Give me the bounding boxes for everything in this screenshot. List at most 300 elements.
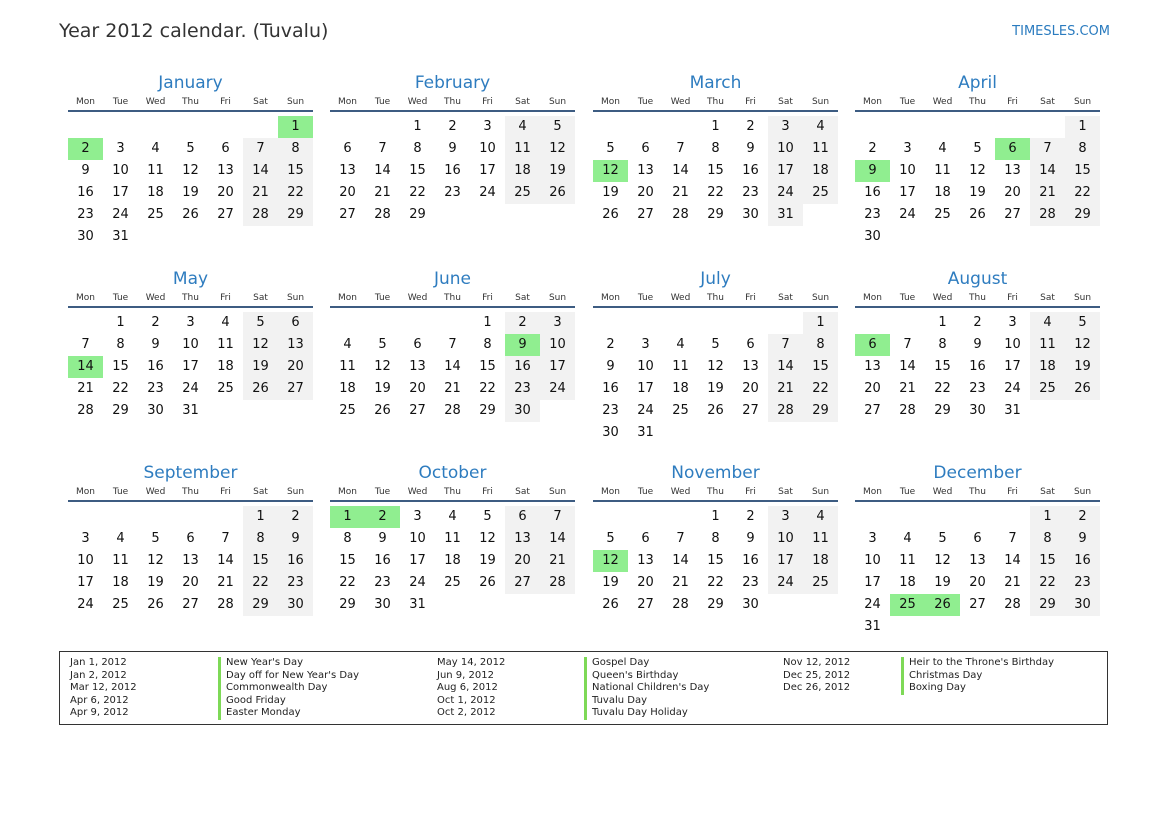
- weekday-label: Wed: [932, 487, 953, 497]
- day-cell: 18: [505, 160, 540, 182]
- legend-holiday-name: Queen's Birthday: [584, 670, 709, 683]
- holiday-day-cell: 2: [68, 138, 103, 160]
- day-cell: 18: [217, 359, 234, 374]
- day-cell: 27: [637, 207, 654, 222]
- weekday-label: Mon: [76, 293, 95, 303]
- weekday-label: Thu: [182, 293, 199, 303]
- day-cell: 19: [934, 575, 951, 590]
- day-cell: 28: [540, 572, 575, 594]
- day-cell: 30: [147, 403, 164, 418]
- month-march: [593, 72, 838, 226]
- day-cell: 18: [899, 575, 916, 590]
- weekday-label: Fri: [745, 97, 756, 107]
- day-cell: 7: [243, 138, 278, 160]
- weekday-label: Sun: [1073, 97, 1092, 107]
- weekday-label: Fri: [482, 97, 493, 107]
- day-cell: 14: [540, 528, 575, 550]
- day-cell: 27: [864, 403, 881, 418]
- weekday-label: Fri: [1007, 293, 1018, 303]
- day-cell: 29: [278, 204, 313, 226]
- legend-date: Oct 1, 2012: [437, 694, 496, 706]
- legend-holiday-name: Christmas Day: [901, 670, 1054, 683]
- day-cell: 23: [505, 378, 540, 400]
- day-cell: 17: [768, 160, 803, 182]
- empty-cell: [855, 116, 890, 138]
- day-cell: 26: [243, 378, 278, 400]
- weekday-label: Sun: [811, 97, 830, 107]
- legend-holiday-name: Easter Monday: [218, 707, 359, 720]
- empty-cell: [663, 116, 698, 138]
- day-cell: 24: [77, 597, 94, 612]
- weekday-label: Sat: [778, 487, 793, 497]
- day-cell: 22: [803, 378, 838, 400]
- day-cell: 30: [742, 597, 759, 612]
- month-name: July: [700, 269, 731, 289]
- day-cell: 3: [186, 315, 195, 330]
- day-cell: 25: [803, 182, 838, 204]
- day-cell: 2: [278, 506, 313, 528]
- month-name: August: [947, 269, 1008, 289]
- day-cell: 24: [1004, 381, 1021, 396]
- day-cell: 8: [1065, 138, 1100, 160]
- empty-cell: [890, 116, 925, 138]
- legend-dates-column: [437, 657, 505, 720]
- day-cell: 25: [112, 597, 129, 612]
- weekday-label: Sat: [515, 293, 530, 303]
- day-cell: 12: [374, 359, 391, 374]
- day-cell: 30: [1065, 594, 1100, 616]
- day-cell: 6: [413, 337, 422, 352]
- day-cell: 21: [672, 575, 689, 590]
- day-cell: 24: [899, 207, 916, 222]
- day-cell: 14: [217, 553, 234, 568]
- weekday-label: Sat: [253, 293, 268, 303]
- day-cell: 22: [707, 575, 724, 590]
- day-cell: 25: [339, 403, 356, 418]
- empty-cell: [138, 116, 173, 138]
- day-cell: 23: [742, 575, 759, 590]
- weekday-label: Mon: [601, 487, 620, 497]
- day-grid: [593, 506, 838, 616]
- weekday-label: Sat: [778, 97, 793, 107]
- day-cell: 13: [182, 553, 199, 568]
- weekday-label: Sun: [1073, 293, 1092, 303]
- day-cell: 11: [339, 359, 356, 374]
- day-cell: 27: [182, 597, 199, 612]
- empty-cell: [330, 312, 365, 334]
- day-cell: 14: [1030, 160, 1065, 182]
- weekday-label: Tue: [899, 293, 916, 303]
- day-cell: 2: [448, 119, 457, 134]
- day-cell: 9: [278, 528, 313, 550]
- empty-cell: [103, 116, 138, 138]
- day-cell: 26: [969, 207, 986, 222]
- weekday-header: [855, 94, 1100, 112]
- empty-cell: [208, 506, 243, 528]
- weekday-label: Fri: [482, 487, 493, 497]
- weekday-label: Sat: [253, 487, 268, 497]
- day-cell: 1: [803, 312, 838, 334]
- day-cell: 15: [479, 359, 496, 374]
- day-cell: 20: [637, 575, 654, 590]
- day-cell: 10: [864, 553, 881, 568]
- day-cell: 7: [221, 531, 230, 546]
- month-name: May: [172, 269, 209, 289]
- day-cell: 21: [77, 381, 94, 396]
- weekday-label: Thu: [444, 97, 461, 107]
- day-cell: 30: [77, 229, 94, 244]
- day-cell: 10: [768, 138, 803, 160]
- day-cell: 25: [217, 381, 234, 396]
- weekday-label: Sun: [548, 97, 567, 107]
- day-cell: 10: [409, 531, 426, 546]
- day-cell: 3: [768, 506, 803, 528]
- day-cell: 14: [899, 359, 916, 374]
- empty-cell: [435, 312, 470, 334]
- day-cell: 3: [413, 509, 422, 524]
- day-cell: 11: [217, 337, 234, 352]
- empty-cell: [628, 506, 663, 528]
- weekday-label: Fri: [220, 293, 231, 303]
- day-cell: 19: [479, 553, 496, 568]
- day-cell: 23: [278, 572, 313, 594]
- weekday-label: Tue: [112, 97, 129, 107]
- day-cell: 13: [637, 553, 654, 568]
- day-cell: 13: [339, 163, 356, 178]
- day-cell: 10: [637, 359, 654, 374]
- day-cell: 8: [711, 531, 720, 546]
- day-cell: 20: [278, 356, 313, 378]
- day-cell: 10: [112, 163, 129, 178]
- month-november: [593, 462, 838, 616]
- day-cell: 2: [973, 315, 982, 330]
- day-cell: 3: [81, 531, 90, 546]
- empty-cell: [890, 506, 925, 528]
- month-name: October: [418, 463, 487, 483]
- holiday-day-cell: 14: [68, 356, 103, 378]
- day-cell: 23: [444, 185, 461, 200]
- weekday-label: Tue: [899, 97, 916, 107]
- day-cell: 4: [505, 116, 540, 138]
- empty-cell: [698, 312, 733, 334]
- day-cell: 27: [339, 207, 356, 222]
- weekday-label: Fri: [745, 487, 756, 497]
- day-cell: 29: [112, 403, 129, 418]
- day-cell: 22: [1030, 572, 1065, 594]
- day-cell: 6: [343, 141, 352, 156]
- day-cell: 13: [864, 359, 881, 374]
- holiday-day-cell: 6: [995, 138, 1030, 160]
- day-cell: 27: [969, 597, 986, 612]
- day-cell: 5: [606, 141, 615, 156]
- day-cell: 19: [374, 381, 391, 396]
- weekday-label: Wed: [145, 97, 166, 107]
- day-cell: 5: [540, 116, 575, 138]
- weekday-label: Thu: [969, 293, 986, 303]
- day-cell: 21: [444, 381, 461, 396]
- month-may: [68, 268, 313, 422]
- month-name: June: [433, 269, 472, 289]
- day-cell: 29: [707, 207, 724, 222]
- day-cell: 9: [973, 337, 982, 352]
- legend-holiday-name: Good Friday: [218, 695, 359, 708]
- weekday-label: Tue: [112, 487, 129, 497]
- day-grid: [855, 312, 1100, 422]
- day-cell: 31: [1004, 403, 1021, 418]
- weekday-label: Wed: [670, 293, 691, 303]
- day-cell: 27: [217, 207, 234, 222]
- holiday-legend: [59, 651, 1108, 725]
- day-cell: 15: [934, 359, 951, 374]
- weekday-label: Sat: [1040, 293, 1055, 303]
- day-cell: 4: [803, 116, 838, 138]
- holiday-day-cell: 1: [278, 116, 313, 138]
- day-cell: 19: [602, 575, 619, 590]
- day-cell: 15: [1030, 550, 1065, 572]
- day-cell: 21: [1030, 182, 1065, 204]
- day-cell: 26: [707, 403, 724, 418]
- weekday-label: Fri: [745, 293, 756, 303]
- day-cell: 31: [112, 229, 129, 244]
- day-cell: 18: [803, 550, 838, 572]
- weekday-label: Mon: [601, 97, 620, 107]
- day-cell: 3: [483, 119, 492, 134]
- weekday-label: Sun: [811, 293, 830, 303]
- day-cell: 26: [1065, 378, 1100, 400]
- day-cell: 28: [444, 403, 461, 418]
- empty-cell: [628, 312, 663, 334]
- day-cell: 18: [1030, 356, 1065, 378]
- day-cell: 15: [707, 553, 724, 568]
- day-cell: 30: [969, 403, 986, 418]
- day-grid: [330, 506, 575, 616]
- day-cell: 2: [746, 119, 755, 134]
- day-cell: 19: [540, 160, 575, 182]
- day-cell: 6: [641, 141, 650, 156]
- day-cell: 13: [278, 334, 313, 356]
- day-cell: 15: [1065, 160, 1100, 182]
- day-cell: 19: [1065, 356, 1100, 378]
- weekday-header: [68, 484, 313, 502]
- day-cell: 12: [147, 553, 164, 568]
- day-grid: [593, 312, 838, 444]
- day-cell: 28: [217, 597, 234, 612]
- day-cell: 2: [606, 337, 615, 352]
- weekday-label: Thu: [707, 97, 724, 107]
- day-cell: 9: [81, 163, 90, 178]
- day-cell: 26: [147, 597, 164, 612]
- day-cell: 1: [1065, 116, 1100, 138]
- legend-holiday-name: New Year's Day: [218, 657, 359, 670]
- day-cell: 29: [707, 597, 724, 612]
- day-cell: 10: [479, 141, 496, 156]
- legend-holiday-name: Tuvalu Day Holiday: [584, 707, 709, 720]
- weekday-header: [68, 290, 313, 308]
- day-cell: 6: [973, 531, 982, 546]
- holiday-day-cell: 9: [505, 334, 540, 356]
- empty-cell: [68, 506, 103, 528]
- day-cell: 8: [938, 337, 947, 352]
- day-cell: 9: [746, 531, 755, 546]
- weekday-label: Thu: [707, 293, 724, 303]
- empty-cell: [768, 312, 803, 334]
- day-cell: 25: [505, 182, 540, 204]
- legend-dates-column: [70, 657, 137, 720]
- day-cell: 20: [505, 550, 540, 572]
- legend-dates-column: [783, 657, 850, 695]
- day-cell: 27: [505, 572, 540, 594]
- weekday-label: Sat: [1040, 487, 1055, 497]
- weekday-label: Tue: [374, 487, 391, 497]
- month-june: [330, 268, 575, 422]
- day-cell: 23: [147, 381, 164, 396]
- day-cell: 8: [711, 141, 720, 156]
- day-cell: 10: [1004, 337, 1021, 352]
- empty-cell: [925, 506, 960, 528]
- day-cell: 11: [147, 163, 164, 178]
- weekday-label: Thu: [182, 97, 199, 107]
- weekday-label: Sun: [286, 97, 305, 107]
- legend-holiday-name: National Children's Day: [584, 682, 709, 695]
- day-cell: 13: [505, 528, 540, 550]
- month-name: April: [958, 73, 997, 93]
- day-cell: 16: [742, 163, 759, 178]
- day-cell: 25: [934, 207, 951, 222]
- day-cell: 26: [602, 207, 619, 222]
- day-cell: 17: [899, 185, 916, 200]
- day-cell: 5: [938, 531, 947, 546]
- legend-holiday-name: Gospel Day: [584, 657, 709, 670]
- day-cell: 7: [1030, 138, 1065, 160]
- day-cell: 8: [483, 337, 492, 352]
- empty-cell: [890, 312, 925, 334]
- empty-cell: [855, 506, 890, 528]
- weekday-header: [330, 94, 575, 112]
- empty-cell: [68, 312, 103, 334]
- site-link[interactable]: TIMESLES.COM: [1012, 24, 1110, 39]
- day-cell: 14: [374, 163, 391, 178]
- day-cell: 26: [182, 207, 199, 222]
- day-cell: 14: [768, 356, 803, 378]
- day-cell: 22: [934, 381, 951, 396]
- weekday-label: Fri: [1007, 487, 1018, 497]
- day-cell: 4: [1030, 312, 1065, 334]
- day-cell: 17: [864, 575, 881, 590]
- day-cell: 4: [343, 337, 352, 352]
- day-cell: 3: [540, 312, 575, 334]
- day-cell: 21: [672, 185, 689, 200]
- day-cell: 27: [637, 597, 654, 612]
- day-cell: 5: [243, 312, 278, 334]
- weekday-label: Mon: [338, 293, 357, 303]
- weekday-label: Tue: [899, 487, 916, 497]
- day-cell: 4: [448, 509, 457, 524]
- day-cell: 24: [182, 381, 199, 396]
- day-cell: 2: [746, 509, 755, 524]
- day-cell: 3: [868, 531, 877, 546]
- day-cell: 17: [768, 550, 803, 572]
- holiday-day-cell: 12: [593, 550, 628, 572]
- day-cell: 12: [1065, 334, 1100, 356]
- day-cell: 1: [938, 315, 947, 330]
- day-cell: 17: [77, 575, 94, 590]
- day-cell: 7: [448, 337, 457, 352]
- day-grid: [68, 312, 313, 422]
- day-cell: 8: [343, 531, 352, 546]
- day-cell: 18: [672, 381, 689, 396]
- month-name: November: [671, 463, 760, 483]
- day-cell: 28: [672, 597, 689, 612]
- day-cell: 25: [672, 403, 689, 418]
- legend-holiday-name: Boxing Day: [901, 682, 1054, 695]
- weekday-label: Fri: [220, 487, 231, 497]
- day-cell: 8: [803, 334, 838, 356]
- empty-cell: [663, 312, 698, 334]
- day-cell: 19: [602, 185, 619, 200]
- day-grid: [855, 506, 1100, 638]
- day-cell: 15: [112, 359, 129, 374]
- weekday-label: Wed: [407, 487, 428, 497]
- weekday-header: [855, 290, 1100, 308]
- day-cell: 1: [711, 119, 720, 134]
- day-cell: 11: [803, 138, 838, 160]
- day-cell: 9: [151, 337, 160, 352]
- day-cell: 29: [934, 403, 951, 418]
- day-cell: 7: [903, 337, 912, 352]
- day-cell: 15: [409, 163, 426, 178]
- month-january: [68, 72, 313, 248]
- day-cell: 18: [803, 160, 838, 182]
- weekday-label: Sun: [548, 487, 567, 497]
- day-cell: 11: [899, 553, 916, 568]
- day-cell: 10: [899, 163, 916, 178]
- legend-date: Apr 6, 2012: [70, 694, 129, 706]
- day-cell: 10: [77, 553, 94, 568]
- empty-cell: [243, 116, 278, 138]
- day-cell: 13: [742, 359, 759, 374]
- legend-holiday-name: Heir to the Throne's Birthday: [901, 657, 1054, 670]
- weekday-header: [593, 94, 838, 112]
- day-cell: 21: [374, 185, 391, 200]
- day-cell: 27: [409, 403, 426, 418]
- legend-date: May 14, 2012: [437, 657, 506, 668]
- legend-holiday-name: Day off for New Year's Day: [218, 670, 359, 683]
- day-cell: 6: [186, 531, 195, 546]
- empty-cell: [68, 116, 103, 138]
- day-cell: 31: [182, 403, 199, 418]
- holiday-day-cell: 6: [855, 334, 890, 356]
- day-cell: 7: [540, 506, 575, 528]
- day-cell: 16: [969, 359, 986, 374]
- weekday-label: Tue: [374, 97, 391, 107]
- empty-cell: [365, 116, 400, 138]
- day-cell: 23: [742, 185, 759, 200]
- day-cell: 20: [217, 185, 234, 200]
- day-cell: 11: [672, 359, 689, 374]
- day-cell: 6: [505, 506, 540, 528]
- day-cell: 16: [77, 185, 94, 200]
- day-cell: 31: [409, 597, 426, 612]
- weekday-label: Thu: [444, 293, 461, 303]
- day-cell: 31: [768, 204, 803, 226]
- day-cell: 12: [540, 138, 575, 160]
- day-cell: 16: [742, 553, 759, 568]
- day-cell: 5: [151, 531, 160, 546]
- day-cell: 30: [864, 229, 881, 244]
- weekday-label: Sat: [778, 293, 793, 303]
- day-cell: 14: [1004, 553, 1021, 568]
- day-cell: 28: [1030, 204, 1065, 226]
